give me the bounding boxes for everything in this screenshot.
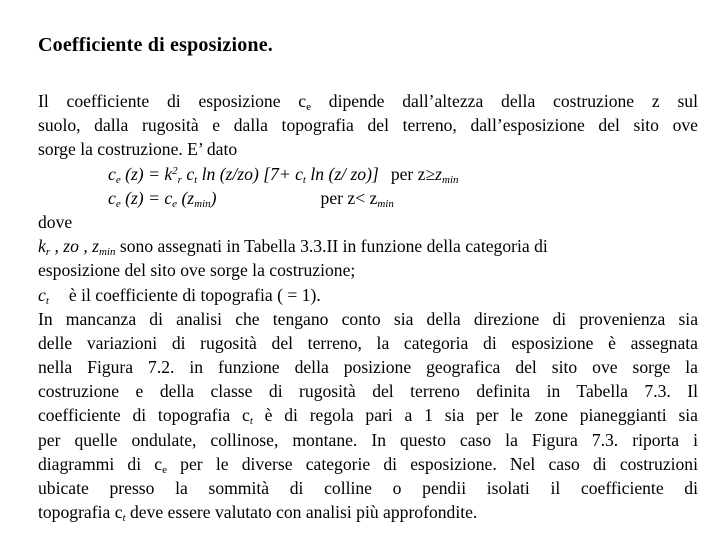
text-line-5: $k_r$ , zo , $z_{min}$ sono assegnati in Tabella 3.3.II in funzione della categoria di: [38, 236, 548, 259]
text-line-14: diagrammi di $c_e$ per le diverse categorie di esposizione. Nel caso di costruzioni: [38, 453, 698, 476]
page-title: Coefficiente di esposizione.: [38, 34, 274, 56]
text-line-6: esposizione del sito ove sorge la costruzione;: [38, 260, 356, 281]
text-line-15: ubicate presso la sommità di colline o pendii isolati il coefficiente di: [38, 478, 698, 498]
text-line-7: $c_t$ è il coefficiente di topografia ( = 1).: [38, 284, 321, 307]
text-line-16: topografia $c_t$ deve essere valutato con analisi più approfondite.: [38, 502, 478, 525]
text-line-3: sorge la costruzione. E’ dato: [38, 139, 238, 160]
formula-2: $c_e$ $(z) = c_e$ $(z_{min})$ per $z< z_{min}$: [108, 187, 394, 210]
text-line-2: suolo, dalla rugosità e dalla topografia del terreno, dall’esposizione del sito ove: [38, 115, 698, 136]
formula-1: $c_e$ $(z) = k^2_r$ $c_t$ ln (z/zo) [$7+ c_t$ ln (z/ zo)] per $z\ge z_{min}$: [108, 163, 459, 186]
text-line-13: per quelle ondulate, collinose, montane. In questo caso la Figura 7.3. riporta i: [38, 429, 698, 450]
text-line-8: In mancanza di analisi che tengano conto sia della direzione di provenienza sia: [38, 308, 698, 329]
text-line-1: Il coefficiente di esposizione $c_e$ dipende dall’altezza della costruzione z sul: [38, 91, 698, 113]
text-line-10: nella Figura 7.2. in funzione della posizione geografica del sito ove sorge la: [38, 357, 698, 378]
text-line-4: dove: [38, 211, 73, 232]
text-line-9: delle variazioni di rugosità del terreno, la categoria di esposizione è assegnata: [38, 332, 698, 353]
text-line-12: coefficiente di topografia $c_t$ è di regola pari a 1 sia per le zone pianeggianti sia: [38, 405, 698, 428]
body-text: [38, 89, 698, 524]
text-line-11: costruzione e della classe di rugosità del terreno definita in Tabella 7.3. Il: [38, 381, 698, 402]
